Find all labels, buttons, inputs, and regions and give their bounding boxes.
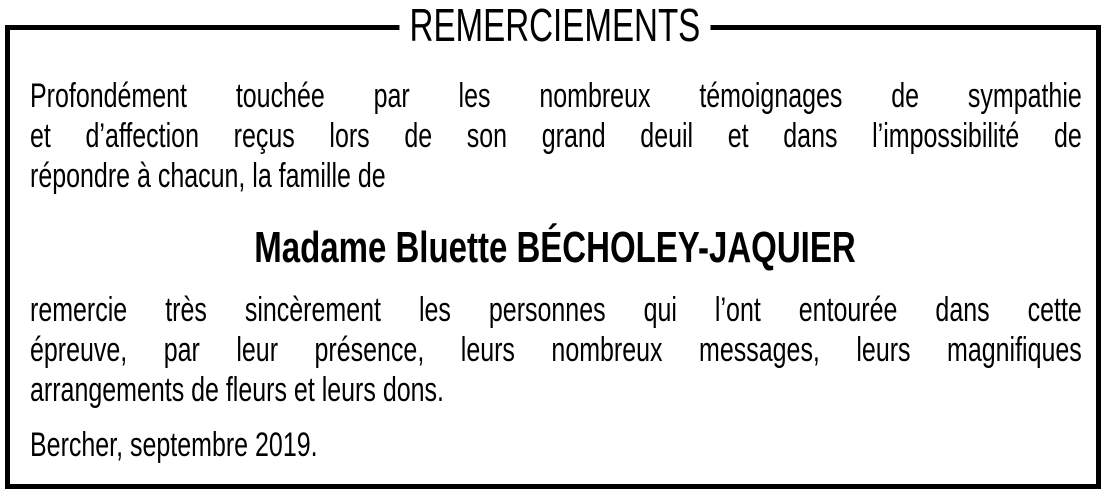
intro-line: répondre à chacun, la famille de	[30, 157, 386, 195]
intro-line: et d’affection reçus lors de son grand deuil et dans l’impossibilité de	[30, 117, 1082, 155]
body-paragraph	[30, 290, 1082, 410]
notice-heading-text: REMERCIEMENTS	[400, 0, 711, 50]
body-line: arrangements de fleurs et leurs dons.	[30, 371, 444, 409]
place-date-text: Bercher, septembre 2019.	[30, 426, 318, 464]
intro-line: Profondément touchée par les nombreux témoignages de sympathie	[30, 77, 1082, 115]
body-line: remercie très sincèrement les personnes qui l’ont entourée dans cette	[30, 291, 1082, 329]
deceased-name	[0, 222, 1110, 274]
place-date	[30, 425, 1082, 465]
intro-paragraph	[30, 76, 1082, 196]
deceased-name-text: Madame Bluette BÉCHOLEY-JAQUIER	[254, 223, 856, 272]
body-line: épreuve, par leur présence, leurs nombreux messages, leurs magnifiques	[30, 331, 1082, 369]
